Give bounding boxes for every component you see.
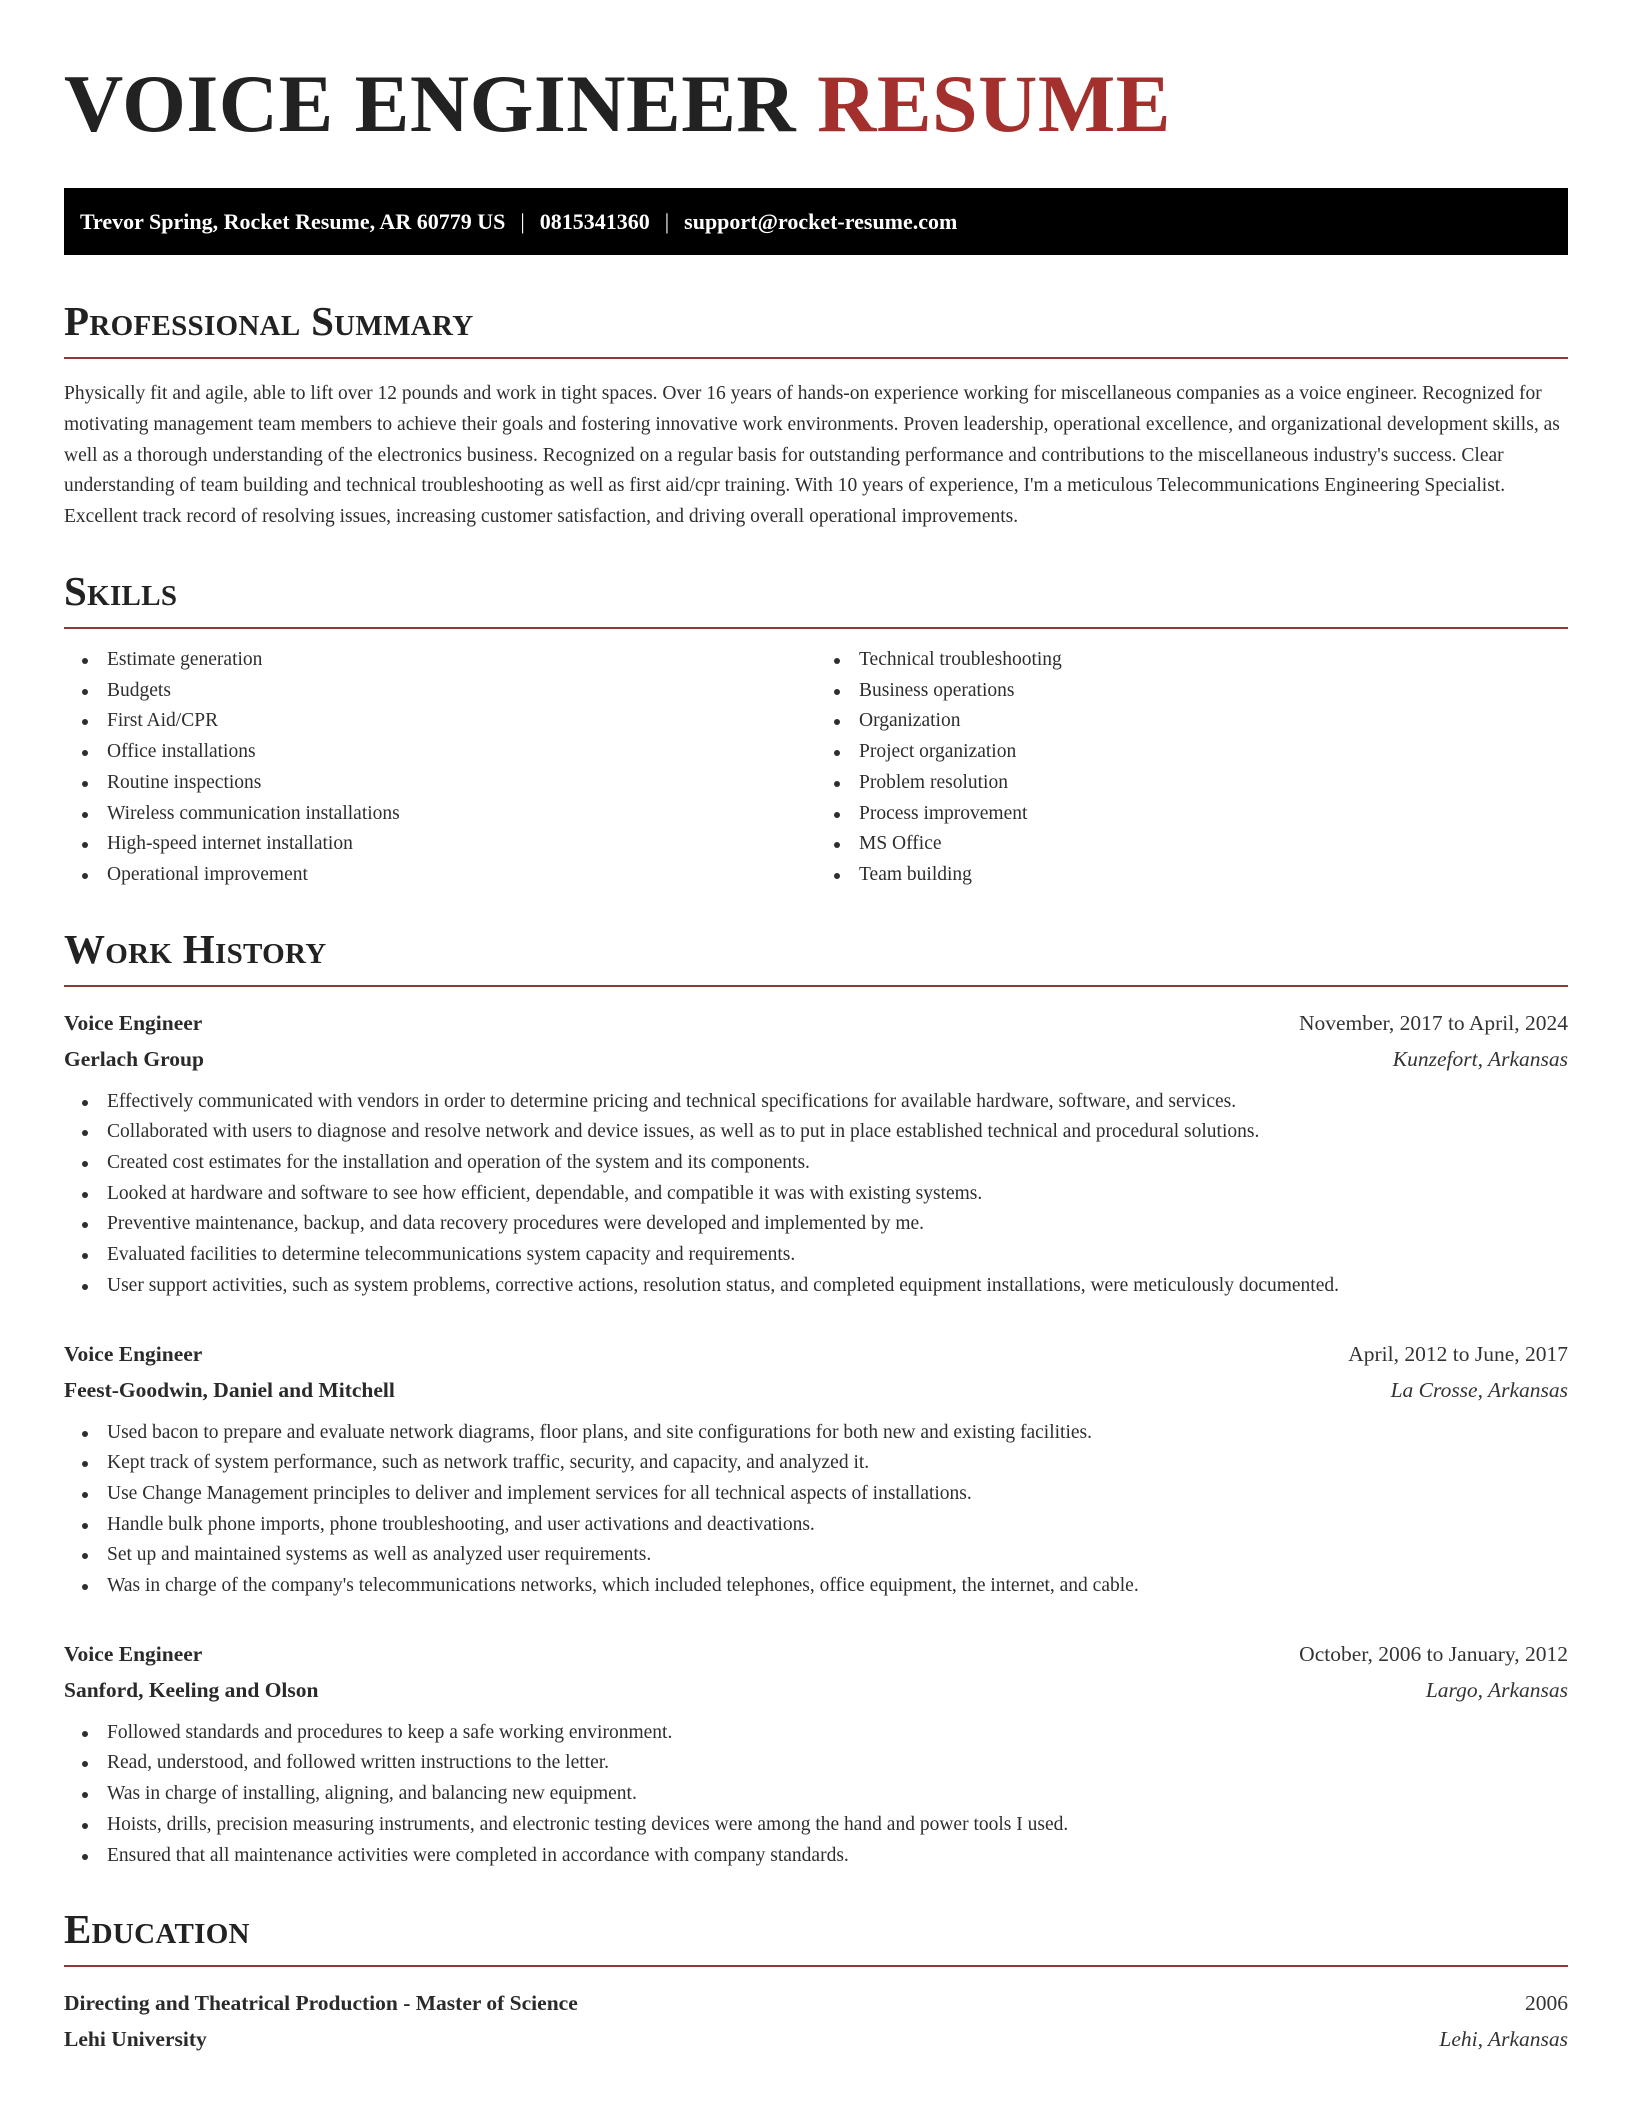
section-divider (64, 627, 1568, 629)
skill-item: Problem resolution (859, 768, 1568, 799)
job-bullet: Ensured that all maintenance activities were completed in accordance with company standards. (107, 1841, 1568, 1872)
job-title: Voice Engineer (64, 1341, 203, 1366)
education-section (64, 1905, 1568, 2057)
contact-separator: | (664, 208, 670, 234)
skill-item: Wireless communication installations (107, 799, 816, 830)
job-bullet: Collaborated with users to diagnose and resolve network and device issues, as well as to put in place established technical and procedural solutions. (107, 1117, 1568, 1148)
contact-email: support@rocket-resume.com (684, 208, 958, 234)
skill-item: Budgets (107, 676, 816, 707)
skills-grid (64, 645, 1568, 891)
skill-item: MS Office (859, 829, 1568, 860)
job-title: Voice Engineer (64, 1641, 203, 1666)
education-degree: Directing and Theatrical Production - Master of Science (64, 1991, 578, 2016)
job-bullet: Followed standards and procedures to keep a safe working environment. (107, 1718, 1568, 1749)
job-dates: October, 2006 to January, 2012 (1299, 1641, 1568, 1666)
summary-text: Physically fit and agile, able to lift over 12 pounds and work in tight spaces. Over 16 years of hands-on experience working for miscellaneous companies as a voice engineer. Recognized for motivating management team members to achieve their goals and fostering innovative work environments. Proven leadership, operational excellence, and organizational development skills, as well as a thorough understanding of the electronics business. Recognized on a regular basis for outstanding performance and contributions to the miscellaneous industry's success. Clear understanding of team building and technical troubleshooting as well as first aid/cpr training. With 10 years of experience, I'm a meticulous Telecommunications Engineering Specialist. Excellent track record of resolving issues, increasing customer satisfaction, and driving overall operational improvements. (64, 383, 1560, 528)
contact-separator: | (520, 208, 525, 234)
job-bullet: Use Change Management principles to deliver and implement services for all technical aspects of installations. (107, 1479, 1568, 1510)
skill-item: Routine inspections (107, 768, 816, 799)
job-bullet: User support activities, such as system problems, corrective actions, resolution status, and completed equipment installations, were meticulously documented. (107, 1271, 1568, 1302)
job-bullet: Evaluated facilities to determine telecommunications system capacity and requirements. (107, 1240, 1568, 1271)
job-company: Gerlach Group (64, 1046, 204, 1071)
skill-item: Technical troubleshooting (859, 645, 1568, 676)
skill-item: Business operations (859, 676, 1568, 707)
skill-item: Project organization (859, 737, 1568, 768)
job-bullet: Used bacon to prepare and evaluate network diagrams, floor plans, and site configurations for both new and existing facilities. (107, 1418, 1568, 1449)
job-bullet: Read, understood, and followed written instructions to the letter. (107, 1748, 1568, 1779)
job-dates: November, 2017 to April, 2024 (1298, 1010, 1568, 1035)
title-main: VOICE ENGINEER (64, 58, 818, 149)
education-school: Lehi University (64, 2027, 207, 2052)
job-bullet: Preventive maintenance, backup, and data recovery procedures were developed and implemented by me. (107, 1209, 1568, 1240)
job-bullet: Effectively communicated with vendors in order to determine pricing and technical specifications for available hardware, software, and services. (107, 1087, 1568, 1118)
job-location: Kunzefort, Arkansas (1392, 1046, 1568, 1071)
job-bullets (64, 1087, 1568, 1302)
education-entry (64, 1985, 1568, 2057)
job-bullet: Looked at hardware and software to see how efficient, dependable, and compatible it was with existing systems. (107, 1179, 1568, 1210)
job-bullet: Kept track of system performance, such as network traffic, security, and capacity, and analyzed it. (107, 1448, 1568, 1479)
job-entry (64, 1005, 1568, 1302)
title-accent: RESUME (817, 58, 1171, 149)
job-entry (64, 1336, 1568, 1602)
skill-item: First Aid/CPR (107, 706, 816, 737)
contact-bar (64, 188, 1568, 255)
resume-title (64, 58, 1568, 150)
skills-list-left (64, 645, 816, 891)
skill-item: Office installations (107, 737, 816, 768)
job-company: Feest-Goodwin, Daniel and Mitchell (64, 1377, 395, 1402)
job-bullet: Created cost estimates for the installation and operation of the system and its components. (107, 1148, 1568, 1179)
section-divider (64, 985, 1568, 987)
job-bullets (64, 1718, 1568, 1872)
job-bullet: Set up and maintained systems as well as analyzed user requirements. (107, 1540, 1568, 1571)
job-bullet: Hoists, drills, precision measuring instruments, and electronic testing devices were among the hand and power tools I used. (107, 1810, 1568, 1841)
skill-item: Operational improvement (107, 860, 816, 891)
skill-item: Team building (859, 860, 1568, 891)
work-history-section (64, 925, 1568, 1872)
education-location: Lehi, Arkansas (1439, 2027, 1568, 2052)
professional-summary-section (64, 297, 1568, 533)
job-location: La Crosse, Arkansas (1390, 1377, 1568, 1402)
job-entry (64, 1636, 1568, 1872)
skills-section (64, 567, 1568, 891)
section-divider (64, 1965, 1568, 1967)
contact-address: Trevor Spring, Rocket Resume, AR 60779 US (80, 208, 506, 234)
contact-phone: 0815341360 (539, 208, 650, 234)
skill-item: High-speed internet installation (107, 829, 816, 860)
education-year: 2006 (1525, 1991, 1568, 2016)
job-dates: April, 2012 to June, 2017 (1348, 1341, 1568, 1366)
section-heading-work-history: Work History (64, 925, 327, 972)
job-title: Voice Engineer (64, 1010, 203, 1035)
section-heading-education: Education (64, 1906, 250, 1953)
section-heading-summary: Professional Summary (64, 298, 474, 344)
section-heading-skills: Skills (64, 567, 178, 614)
skill-item: Organization (859, 706, 1568, 737)
job-location: Largo, Arkansas (1425, 1677, 1568, 1702)
job-bullet: Handle bulk phone imports, phone troubleshooting, and user activations and deactivations. (107, 1510, 1568, 1541)
job-bullets (64, 1418, 1568, 1602)
section-divider (64, 357, 1568, 359)
job-bullet: Was in charge of the company's telecommunications networks, which included telephones, office equipment, the internet, and cable. (107, 1571, 1568, 1602)
skills-list-right (816, 645, 1568, 891)
job-company: Sanford, Keeling and Olson (64, 1677, 319, 1702)
job-bullet: Was in charge of installing, aligning, and balancing new equipment. (107, 1779, 1568, 1810)
skill-item: Process improvement (859, 799, 1568, 830)
skill-item: Estimate generation (107, 645, 816, 676)
